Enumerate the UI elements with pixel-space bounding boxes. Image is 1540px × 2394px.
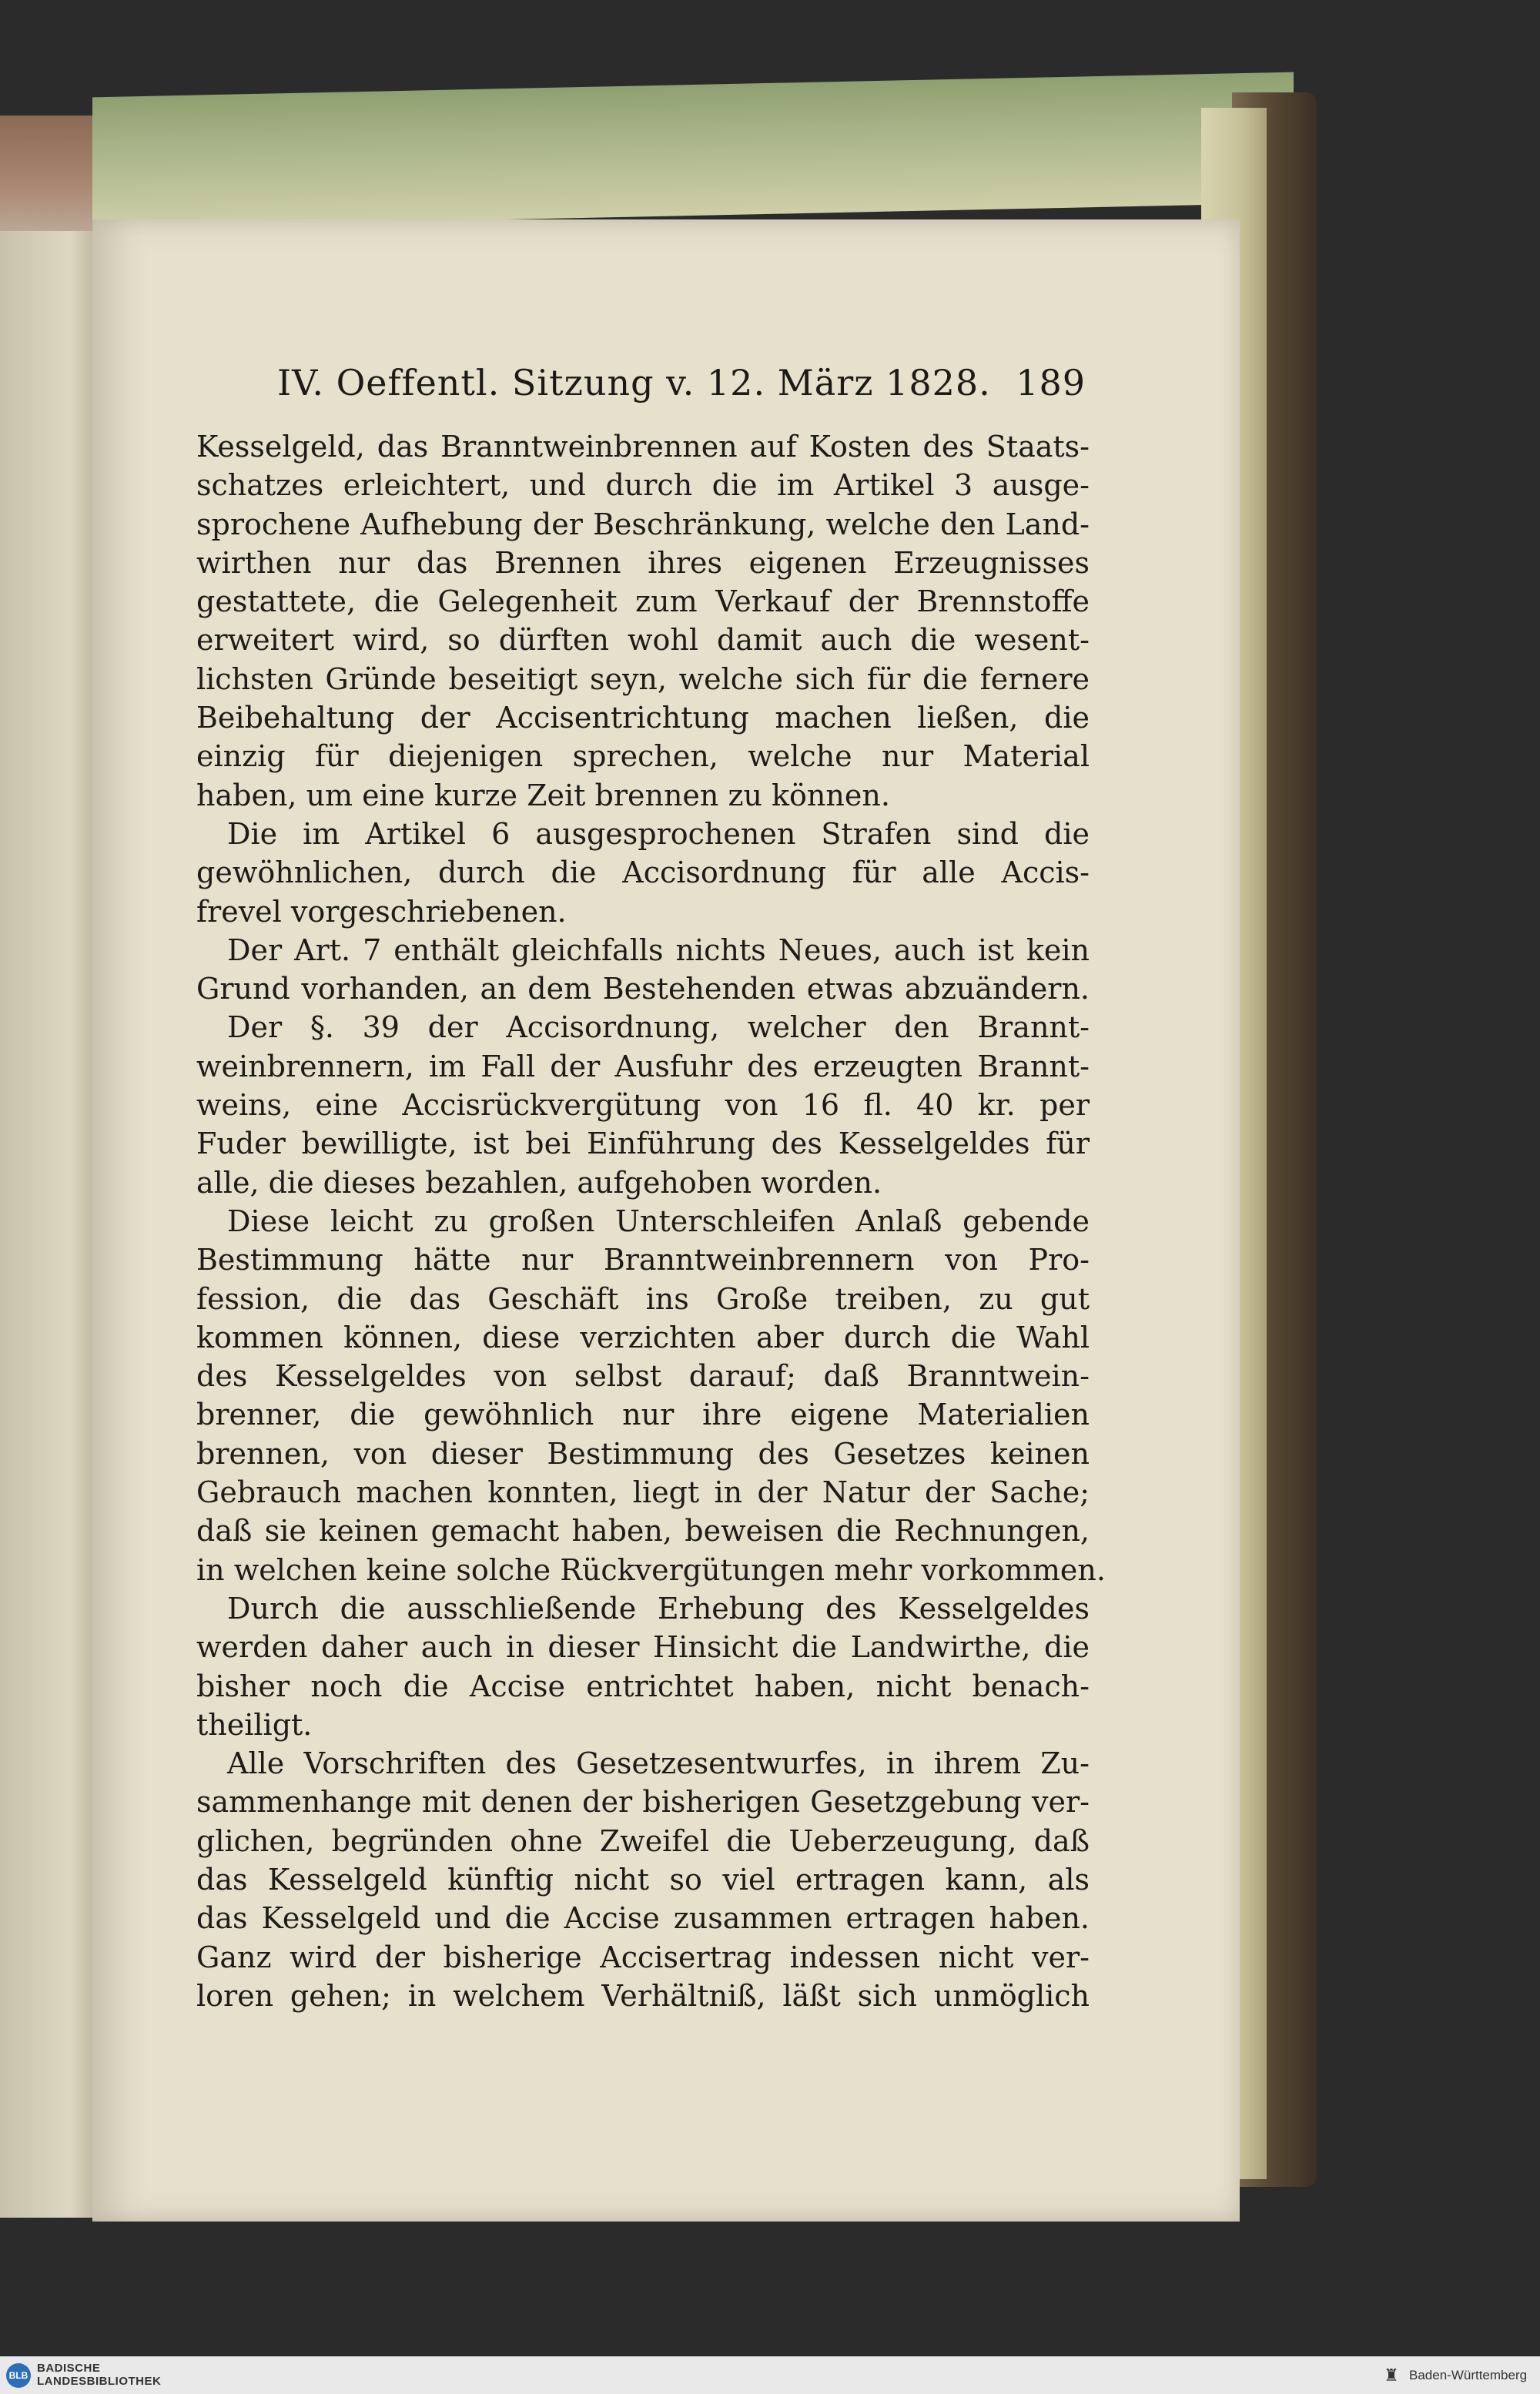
- text-line: loren gehen; in welchem Verhältniß, läßt sich unmöglich: [196, 1978, 1090, 2013]
- text-line: wirthen nur das Brennen ihres eigenen Erzeugnisses: [196, 545, 1090, 580]
- text-line: sprochene Aufhebung der Beschränkung, welche den Land-: [196, 507, 1090, 541]
- text-line: Der Art. 7 enthält gleichfalls nichts Neues, auch ist kein: [227, 932, 1090, 967]
- text-line: daß sie keinen gemacht haben, beweisen die Rechnungen,: [196, 1514, 1090, 1549]
- text-line: Kesselgeld, das Branntweinbrennen auf Kosten des Staats-: [196, 430, 1090, 464]
- text-line: schatzes erleichtert, und durch die im Artikel 3 ausge-: [196, 468, 1090, 503]
- running-head-title: IV. Oeffentl. Sitzung v. 12. März 1828.: [277, 362, 991, 403]
- text-line: Grund vorhanden, an dem Bestehenden etwas abzuändern.: [196, 972, 1090, 1006]
- text-line: kommen können, diese verzichten aber durch die Wahl: [196, 1320, 1090, 1354]
- blb-name-line1: BADISCHE: [37, 2362, 101, 2375]
- text-line: gewöhnlichen, durch die Accisordnung für alle Accis-: [196, 855, 1090, 890]
- text-line: Beibehaltung der Accisentrichtung machen ließen, die: [196, 701, 1090, 735]
- body-text: [196, 427, 1106, 2015]
- text-line: brenner, die gewöhnlich nur ihre eigene Materialien: [196, 1398, 1090, 1432]
- text-line: weins, eine Accisrückvergütung von 16 fl. 40 kr. per: [196, 1088, 1090, 1123]
- text-line: theiligt.: [196, 1707, 313, 1742]
- text-line: weinbrennern, im Fall der Ausfuhr des erzeugten Brannt-: [196, 1049, 1090, 1083]
- running-head: [277, 362, 1086, 403]
- text-line: haben, um eine kurze Zeit brennen zu können.: [196, 778, 890, 812]
- text-line: das Kesselgeld und die Accise zusammen ertragen haben.: [196, 1901, 1090, 1936]
- text-line: Der §. 39 der Accisordnung, welcher den Brannt-: [227, 1010, 1090, 1045]
- text-line: Die im Artikel 6 ausgesprochenen Strafen sind die: [227, 816, 1090, 851]
- text-line: alle, die dieses bezahlen, aufgehoben worden.: [196, 1165, 882, 1200]
- text-line: glichen, begründen ohne Zweifel die Ueberzeugung, daß: [196, 1823, 1090, 1858]
- text-line: Fuder bewilligte, ist bei Einführung des Kesselgeldes für: [196, 1127, 1090, 1161]
- text-line: gestattete, die Gelegenheit zum Verkauf der Brennstoffe: [196, 584, 1090, 619]
- text-line: Diese leicht zu großen Unterschleifen Anlaß gebende: [227, 1204, 1090, 1238]
- baden-wuerttemberg-label[interactable]: Baden-Württemberg: [1409, 2368, 1528, 2382]
- text-line: brennen, von dieser Bestimmung des Gesetzes keinen: [196, 1436, 1090, 1471]
- text-line: erweitert wird, so dürften wohl damit auch die wesent-: [196, 623, 1090, 658]
- text-line: frevel vorgeschriebenen.: [196, 894, 567, 929]
- text-line: Alle Vorschriften des Gesetzesentwurfes, in ihrem Zu-: [227, 1746, 1090, 1781]
- text-line: werden daher auch in dieser Hinsicht die Landwirthe, die: [196, 1630, 1090, 1665]
- text-line: Gebrauch machen konnten, liegt in der Natur der Sache;: [196, 1475, 1090, 1510]
- blb-name-line2: LANDESBIBLIOTHEK: [37, 2375, 162, 2388]
- text-line: des Kesselgeldes von selbst darauf; daß Branntwein-: [196, 1359, 1090, 1394]
- text-line: das Kesselgeld künftig nicht so viel ertragen kann, als: [196, 1862, 1090, 1897]
- text-line: einzig für diejenigen sprechen, welche nur Material: [196, 739, 1090, 774]
- text-line: bisher noch die Accise entrichtet haben, nicht benach-: [196, 1669, 1090, 1703]
- left-page-edge: [0, 231, 100, 2218]
- baden-wuerttemberg-coat-of-arms-icon: ♜: [1384, 2366, 1399, 2385]
- page-number: 189: [1016, 362, 1086, 403]
- blb-library-name[interactable]: [37, 2362, 161, 2388]
- text-line: Bestimmung hätte nur Branntweinbrennern von Pro-: [196, 1243, 1090, 1277]
- text-line: in welchen keine solche Rückvergütungen mehr vorkommen.: [196, 1552, 1106, 1587]
- text-line: lichsten Gründe beseitigt seyn, welche sich für die fernere: [196, 661, 1090, 696]
- text-line: Ganz wird der bisherige Accisertrag indessen nicht ver-: [196, 1940, 1090, 1974]
- text-line: sammenhange mit denen der bisherigen Gesetzgebung ver-: [196, 1785, 1090, 1820]
- viewer-footer: [0, 2356, 1540, 2394]
- blb-logo-icon[interactable]: BLB: [6, 2363, 31, 2388]
- book-binding: [0, 116, 108, 246]
- text-line: Durch die ausschließende Erhebung des Kesselgeldes: [227, 1591, 1090, 1626]
- text-line: fession, die das Geschäft ins Große treiben, zu gut: [196, 1281, 1090, 1316]
- book-top-edge: [92, 72, 1294, 229]
